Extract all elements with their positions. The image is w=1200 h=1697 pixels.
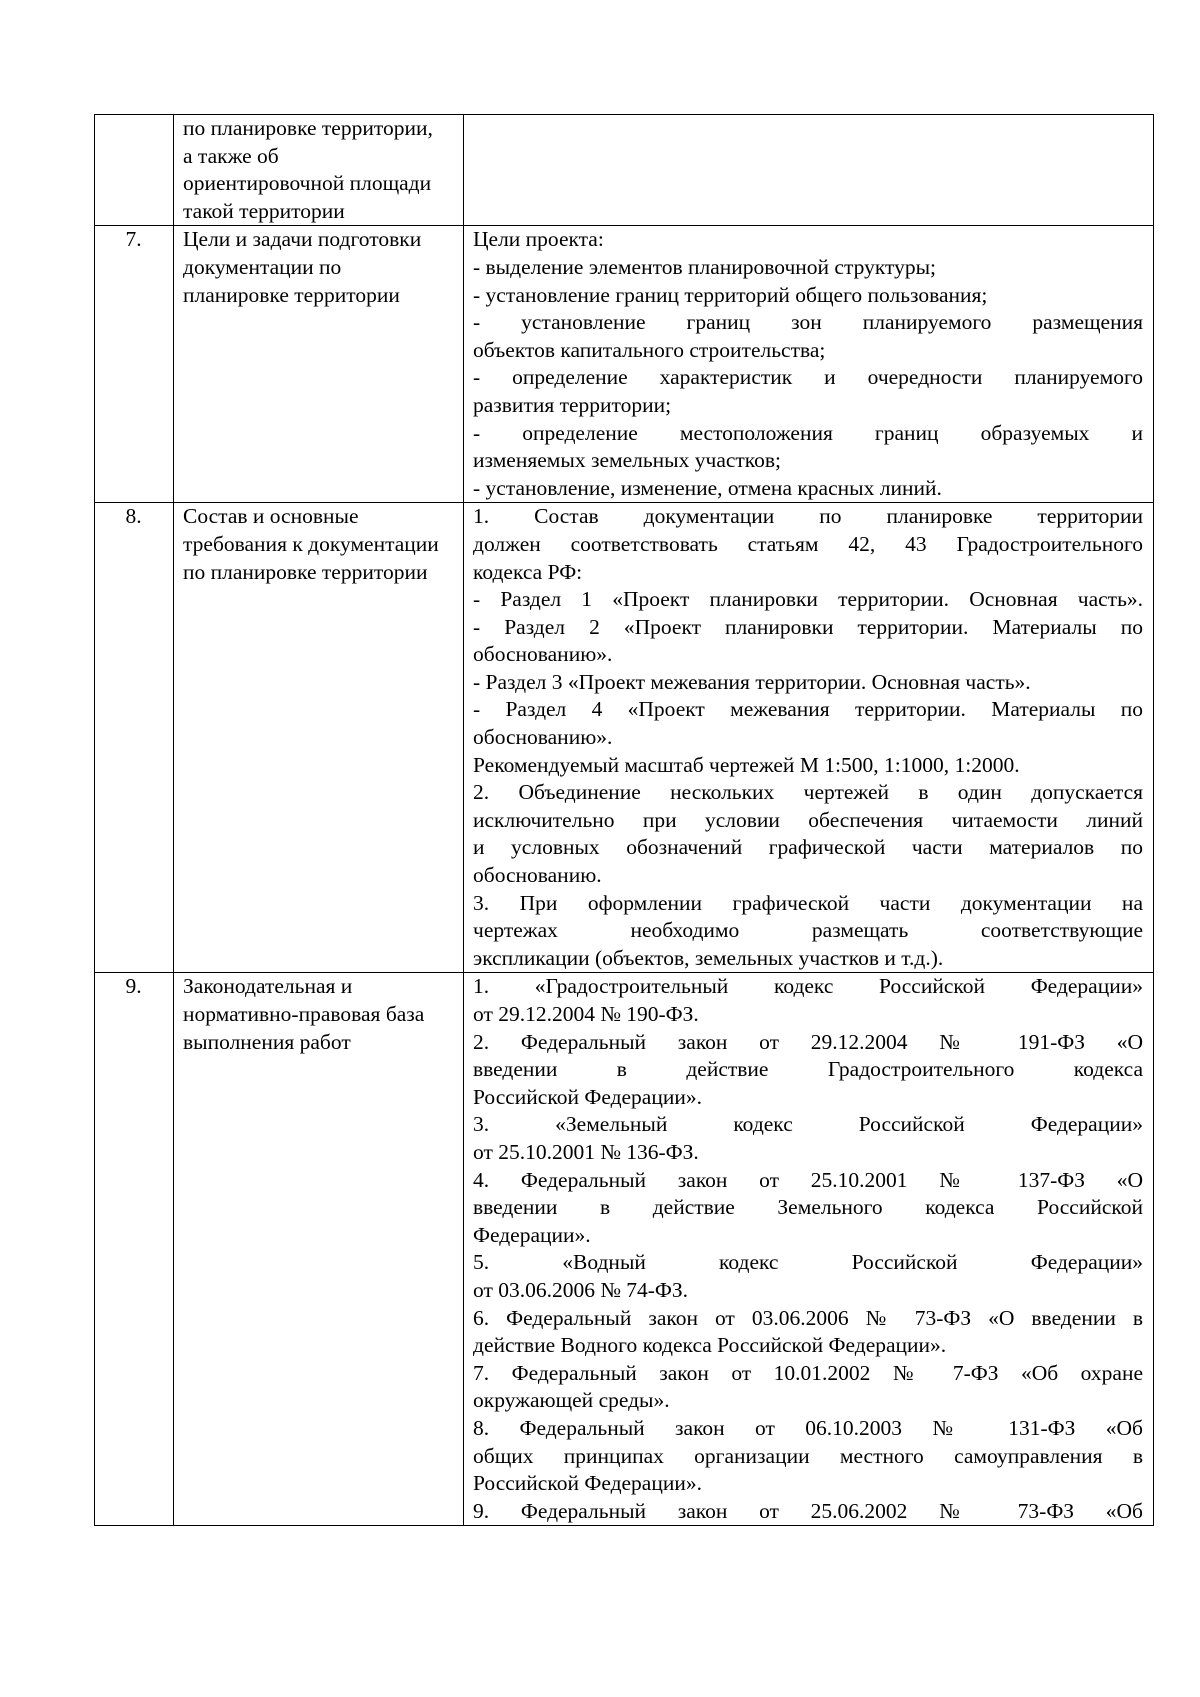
row-number-cell (95, 503, 174, 973)
row-content-line: - определение местоположения границ образуемых и (473, 420, 1143, 445)
row-title-cell (174, 973, 464, 1526)
row-content-line: 1. «Градостроительный кодекс Российской Федерации» (473, 974, 1143, 999)
row-content-line: - Раздел 2 «Проект планировки территории. Материалы по (473, 614, 1143, 639)
row-title-cell (174, 115, 464, 226)
table-row (95, 973, 1154, 1526)
row-content-line: Российской Федерации». (473, 1471, 702, 1496)
row-content-line: - Раздел 3 «Проект межевания территории. Основная часть». (473, 669, 1031, 694)
row-title-cell (174, 503, 464, 973)
row-content-line: Рекомендуемый масштаб чертежей М 1:500, 1:1000, 1:2000. (473, 752, 1020, 777)
row-content-line: чертежах необходимо размещать соответствующие (473, 918, 1143, 943)
table-row (95, 503, 1154, 973)
row-title-line: выполнения работ (183, 1029, 351, 1054)
row-content-line: от 29.12.2004 № 190-ФЗ. (473, 1002, 699, 1026)
row-title-line: нормативно-правовая база (183, 1002, 425, 1026)
row-title-line: по планировке территории (183, 559, 428, 584)
row-number: 9. (125, 974, 142, 999)
row-content-line: - установление границ зон планируемого размещения (473, 310, 1143, 335)
row-content-cell (464, 115, 1154, 226)
row-content-line: окружающей среды». (473, 1388, 670, 1413)
row-content-line: - Раздел 4 «Проект межевания территории. Материалы по (473, 697, 1143, 722)
row-title-line: ориентировочной площади (183, 171, 432, 196)
row-title-line: Состав и основные (183, 504, 359, 529)
row-content-line: 3. «Земельный кодекс Российской Федерации» (473, 1112, 1143, 1137)
row-title-line: Цели и задачи подготовки (183, 227, 422, 252)
row-content-line: Федерации». (473, 1222, 591, 1247)
row-content-line: 7. Федеральный закон от 10.01.2002 № 7-ФЗ «Об охране (473, 1360, 1143, 1385)
row-content-line: изменяемых земельных участков; (473, 448, 782, 473)
row-content-line: 2. Федеральный закон от 29.12.2004 № 191-ФЗ «О (473, 1029, 1143, 1054)
row-content-line: должен соответствовать статьям 42, 43 Градостроительного (473, 531, 1143, 556)
row-content-line: от 25.10.2001 № 136-ФЗ. (473, 1139, 699, 1164)
row-title-line: Законодательная и (183, 974, 353, 999)
row-title-line: документации по (183, 254, 342, 279)
row-number-cell (95, 226, 174, 503)
row-content-line: введении в действие Земельного кодекса Российской (473, 1195, 1143, 1220)
row-content-line: экспликации (объектов, земельных участков и т.д.). (473, 945, 944, 970)
row-number-cell (95, 973, 174, 1526)
row-content-cell (464, 973, 1154, 1526)
table-row (95, 115, 1154, 226)
row-content-line: - установление, изменение, отмена красных линий. (473, 475, 942, 500)
row-content-cell (464, 226, 1154, 503)
row-content-line: - установление границ территорий общего пользования; (473, 282, 988, 307)
row-content-line: обоснованию». (473, 725, 613, 750)
row-number: 7. (125, 227, 142, 252)
row-content-line: обоснованию». (473, 642, 613, 667)
row-content-line: исключительно при условии обеспечения читаемости линий (473, 807, 1143, 832)
row-content-line: действие Водного кодекса Российской Федерации». (473, 1333, 947, 1358)
row-content-line: введении в действие Градостроительного кодекса (473, 1057, 1143, 1082)
row-title-line: такой территории (183, 198, 345, 223)
row-content-line: - выделение элементов планировочной структуры; (473, 254, 937, 279)
row-content-line: объектов капитального строительства; (473, 337, 826, 362)
row-content-line: 1. Состав документации по планировке территории (473, 504, 1143, 529)
row-content-line: - определение характеристик и очередности планируемого (473, 365, 1143, 390)
row-content-cell (464, 503, 1154, 973)
row-title-line: планировке территории (183, 282, 400, 307)
row-content-line: Российской Федерации». (473, 1084, 702, 1109)
row-content-line: Цели проекта: (473, 227, 604, 252)
row-content-line: 9. Федеральный закон от 25.06.2002 № 73-ФЗ «Об (473, 1498, 1143, 1523)
row-content-line: - Раздел 1 «Проект планировки территории. Основная часть». (473, 587, 1143, 612)
row-content-line: 5. «Водный кодекс Российской Федерации» (473, 1250, 1143, 1275)
row-content-line: обоснованию. (473, 863, 602, 888)
row-content-line: и условных обозначений графической части материалов по (473, 835, 1143, 860)
row-title-line: по планировке территории, (183, 116, 433, 140)
row-content-line: кодекса РФ: (473, 559, 583, 584)
row-title-line: требования к документации (183, 531, 439, 556)
row-content-line: общих принципах организации местного самоуправления в (473, 1443, 1143, 1468)
row-number-cell (95, 115, 174, 226)
row-title-line: а также об (183, 143, 279, 168)
table-row (95, 226, 1154, 503)
row-content-line: от 03.06.2006 № 74-ФЗ. (473, 1277, 689, 1302)
row-content-line: 3. При оформлении графической части документации на (473, 890, 1143, 915)
row-content-line: 4. Федеральный закон от 25.10.2001 № 137-ФЗ «О (473, 1167, 1143, 1192)
row-content-line: 2. Объединение нескольких чертежей в один допускается (473, 780, 1143, 805)
row-content-line: развития территории; (473, 392, 672, 417)
row-number: 8. (125, 504, 142, 529)
row-content-line: 6. Федеральный закон от 03.06.2006 № 73-ФЗ «О введении в (473, 1305, 1143, 1330)
table-body (95, 115, 1154, 1526)
row-title-cell (174, 226, 464, 503)
requirements-table (94, 114, 1154, 1526)
row-content-line: 8. Федеральный закон от 06.10.2003 № 131-ФЗ «Об (473, 1415, 1143, 1440)
